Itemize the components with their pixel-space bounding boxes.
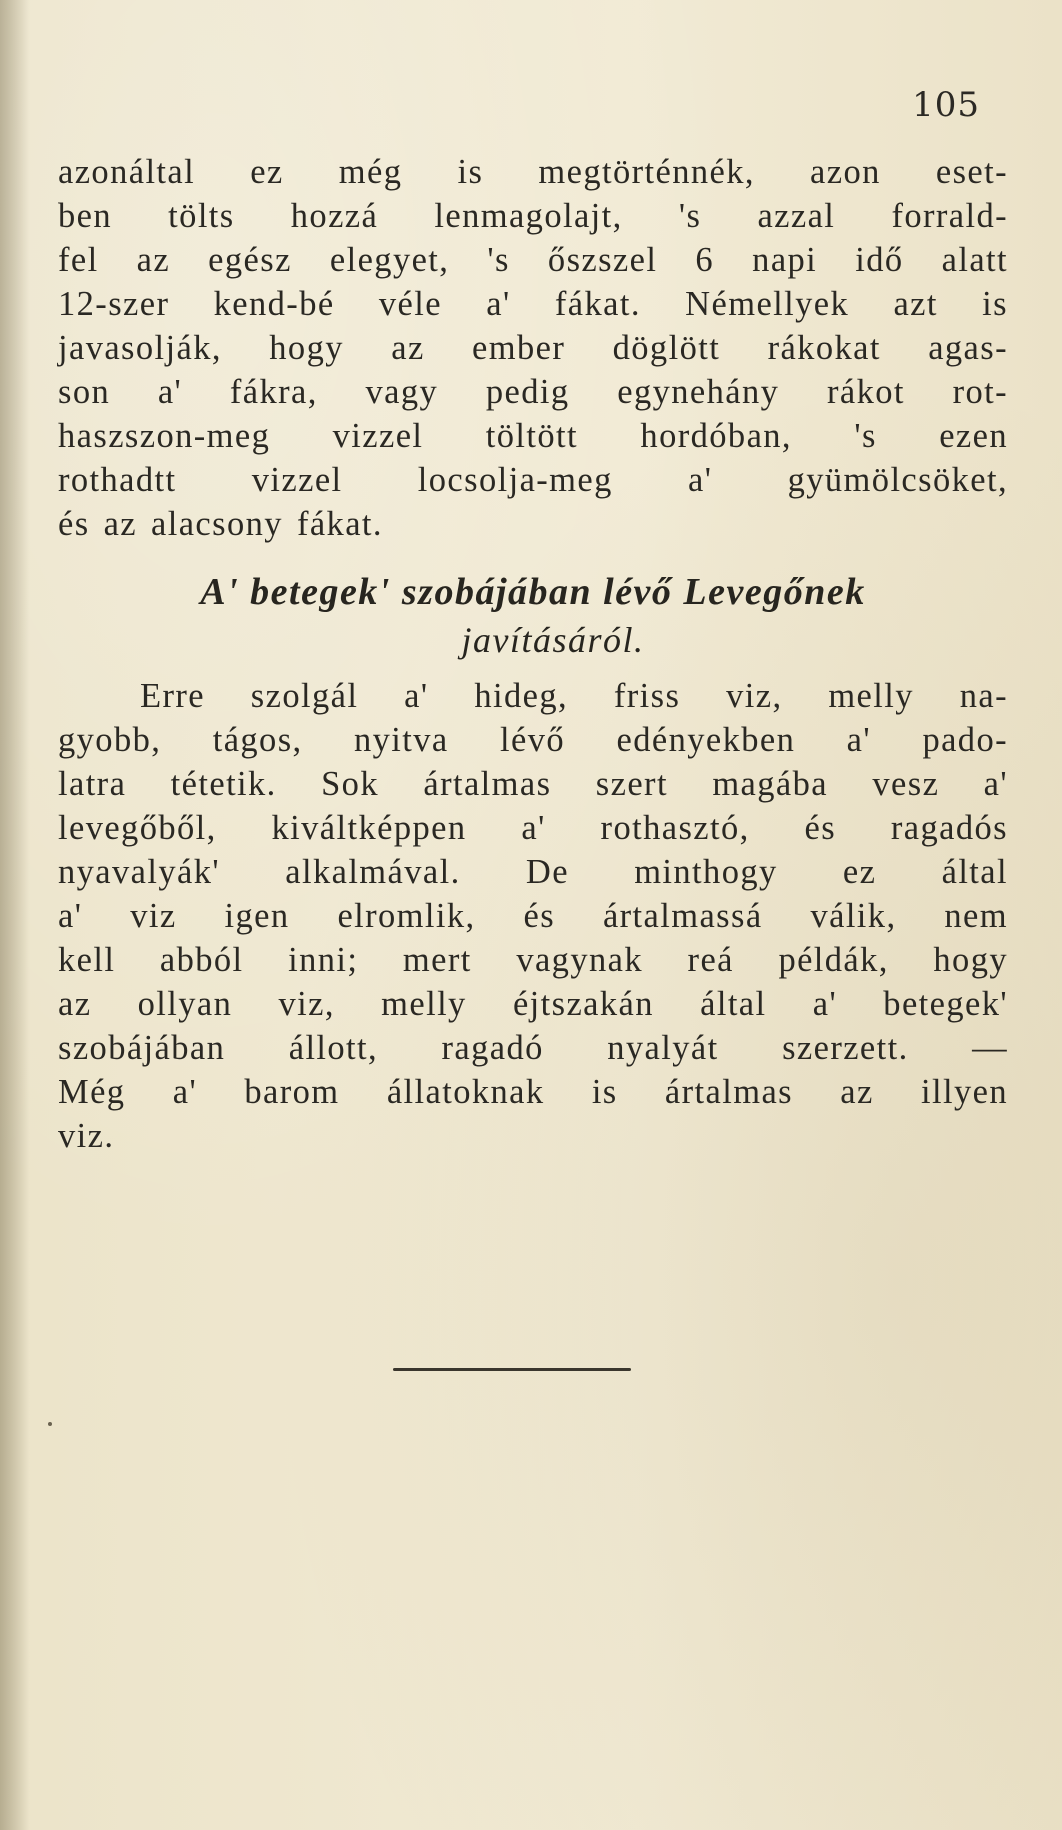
text-line: javasolják, hogy az ember döglött rákokat agas-	[58, 329, 1008, 367]
text-line: kell abból inni; mert vagynak reá példák, hogy	[58, 941, 1008, 979]
text-line: nyavalyák' alkalmával. De minthogy ez által	[58, 853, 1008, 891]
section-heading: A' betegek' szobájában lévő Levegőnek	[200, 571, 866, 613]
text-line: fel az egész elegyet, 's őszszel 6 napi idő alatt	[58, 241, 1008, 279]
page-text	[58, 150, 1008, 1158]
end-rule	[393, 1368, 631, 1371]
text-line: a' viz igen elromlik, és ártalmassá válik, nem	[58, 897, 1008, 935]
text-line: és az alacsony fákat.	[58, 505, 383, 543]
text-line: az ollyan viz, melly éjtszakán által a' betegek'	[58, 985, 1008, 1023]
section-gap	[58, 664, 1008, 674]
text-line: levegőből, kiváltképpen a' rothasztó, és ragadós	[58, 809, 1008, 847]
text-line: gyobb, tágos, nyitva lévő edényekben a' pado-	[58, 721, 1008, 759]
paragraph-1	[58, 150, 1008, 546]
text-line: szobájában állott, ragadó nyalyát szerzett. —	[58, 1029, 1008, 1067]
text-line: ben tölts hozzá lenmagolajt, 's azzal forrald-	[58, 197, 1008, 235]
text-line: rothadtt vizzel locsolja-meg a' gyümölcsöket,	[58, 461, 1008, 499]
text-line: 12-szer kend-bé véle a' fákat. Némellyek azt is	[58, 285, 1008, 323]
text-line: viz.	[58, 1117, 115, 1155]
paper-speck	[48, 1422, 52, 1426]
gutter-shadow	[0, 0, 30, 1830]
paragraph-2	[58, 674, 1008, 1158]
text-line: azonáltal ez még is megtörténnék, azon eset-	[58, 153, 1008, 191]
text-line: son a' fákra, vagy pedig egynehány rákot rot-	[58, 373, 1008, 411]
section-heading-continued: javításáról.	[461, 620, 645, 660]
text-line: Még a' barom állatoknak is ártalmas az illyen	[58, 1073, 1008, 1111]
page-number: 105	[912, 85, 980, 125]
text-line: Erre szolgál a' hideg, friss viz, melly na-	[140, 677, 1008, 715]
text-line: haszszon-meg vizzel töltött hordóban, 's ezen	[58, 417, 1008, 455]
text-line: latra tétetik. Sok ártalmas szert magába vesz a'	[58, 765, 1008, 803]
